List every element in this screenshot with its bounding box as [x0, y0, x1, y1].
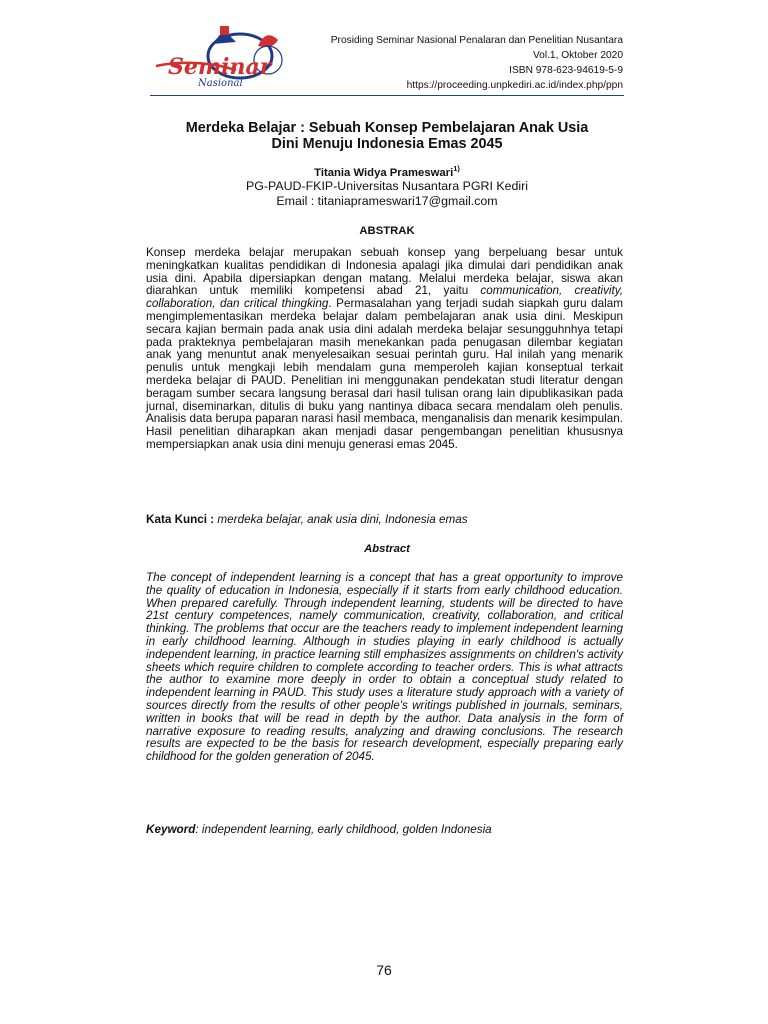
- kata-kunci: [146, 513, 623, 527]
- header-info: [303, 33, 623, 93]
- header-divider: [150, 95, 624, 96]
- seminar-logo-icon: [150, 20, 300, 98]
- author-email: Email : titaniaprameswari17@gmail.com: [276, 194, 498, 208]
- logo-subtext: Nasional: [198, 78, 243, 89]
- proceedings-title: Prosiding Seminar Nasional Penalaran dan Penelitian Nusantara: [330, 35, 623, 46]
- kata-kunci-values: merdeka belajar, anak usia dini, Indonesia emas: [214, 513, 468, 526]
- abstract-heading: Abstract: [364, 543, 410, 555]
- author: [150, 164, 624, 179]
- isbn: ISBN 978-623-94619-5-9: [509, 65, 623, 76]
- keyword: [146, 823, 623, 837]
- volume: Vol.1, Oktober 2020: [532, 50, 623, 61]
- keyword-label: Keyword: [146, 823, 196, 836]
- kata-kunci-label: Kata Kunci :: [146, 513, 215, 526]
- abstrak-heading: ABSTRAK: [359, 225, 415, 237]
- abstrak-text: [146, 247, 623, 452]
- author-name: Titania Widya Prameswari: [314, 166, 454, 179]
- page-number: 76: [376, 962, 392, 978]
- abstrak-text-b: . Permasalahan yang terjadi sudah siapkah guru dalam mengimplementasikan merdeka belajar dalam pembelajaran anak usia dini. Meskipun secara kajian bermain pada anak usia dini adalah merdeka belajar sesungguhnhya tetapi pada prakteknya pembelajaran masih menekankan pada penugasan dilembar kegiatan anak yang menuntut anak menyelesaikan sesuai perintah guru. Hal inilah yang menarik penulis untuk mengkaji lebih mendalam guna memperoleh kajian konseptual terkait merdeka belajar di PAUD. Penelitian ini menggunakan pendekatan studi literatur dengan beragam sumber secara langsung berasal dari hasil tulisan orang lain dipublikasikan pada jurnal, diseminarkan, ditulis di buku yang nantinya dibaca secara mendalam oleh penulis. Analisis data berupa paparan narasi hasil membaca, menganalisis dan menarik kesimpulan. Hasil penelitian diharapkan akan menjadi dasar pengembangan penelitian khususnya mempersiapkan anak usia dini menuju generasi emas 2045.: [146, 297, 623, 451]
- title-line-1: Merdeka Belajar : Sebuah Konsep Pembelajaran Anak Usia: [185, 120, 589, 136]
- keyword-values: : independent learning, early childhood, golden Indonesia: [195, 823, 492, 836]
- abstract-text: The concept of independent learning is a concept that has a great opportunity to improve the quality of education in Indonesia, especially if it starts from early childhood education. When prepared carefully. Through independent learning, students will be directed to have 21st century competences, namely communication, creativity, collaboration, and critical thinking. The problems that occur are the teachers ready to implement independent learning in early childhood learning. Although in studies playing in early childhood is actually independent learning, in practice learning still emphasizes assignments on children's activity sheets which require children to complete according to teacher orders. This is what attracts the author to examine more deeply in order to obtain a conceptual study related to independent learning in PAUD. This study uses a literature study approach with a variety of sources directly from the results of other people's writings published in journals, seminars, written in books that will be read in depth by the author. Data analysis in the form of narrative exposure to reading results, analyzing and drawing conclusions. The research results are expected to be the basis for research development, especially preparing early childhood for the golden generation of 2045.: [146, 571, 623, 764]
- affiliation: PG-PAUD-FKIP-Universitas Nusantara PGRI Kediri: [245, 179, 529, 193]
- logo-text: Seminar: [168, 54, 272, 80]
- abstrak-text-a: Konsep merdeka belajar merupakan sebuah konsep yang berpeluang besar untuk meningkatkan kualitas pendidikan di Indonesia apalagi jika dimulai dari pendidikan anak usia dini. Apabila dipersiapkan dengan matang. Melalui merdeka belajar, siswa akan diarahkan untuk memiliki kompetensi abad 21, yaitu: [146, 246, 623, 298]
- author-sup: 1): [453, 164, 460, 173]
- paper-title: [150, 120, 624, 152]
- abstrak-text-italic: communication, creativity, collaboration, dan critical thingking: [146, 284, 623, 311]
- title-line-2: Dini Menuju Indonesia Emas 2045: [271, 136, 503, 152]
- journal-url[interactable]: https://proceeding.unpkediri.ac.id/index.php/ppn: [406, 80, 623, 91]
